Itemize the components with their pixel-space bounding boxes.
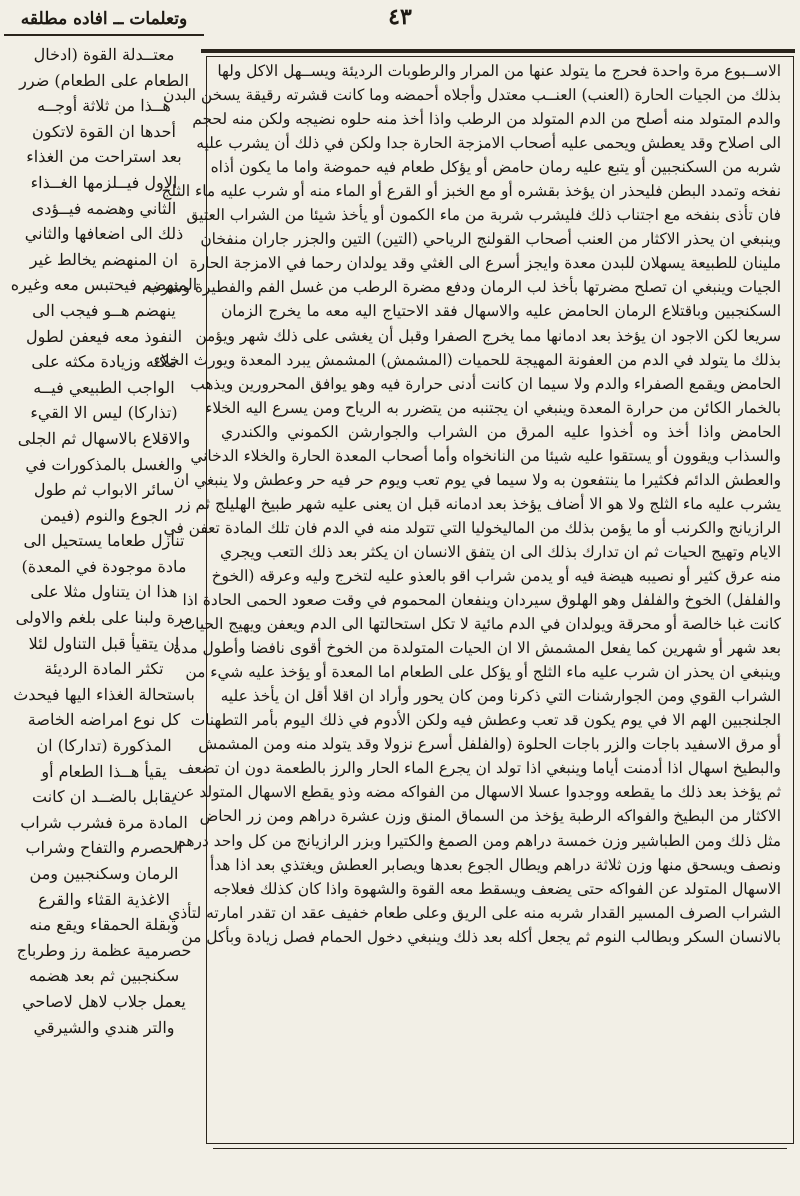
margin-text-line: (تذاركا) ليس الا القيء xyxy=(30,403,178,423)
main-text-line: شربه من السكنجبين أو يتبع عليه رمان حامض أو يؤكل طعام فيه حموضة واما ما يكون أذاه xyxy=(210,158,781,177)
main-text-line: بعد شهر أو شهرين كما يفعل المشمش الا ان الحيات المتولدة من الخوخ أقوى نافضا وأطول مدة xyxy=(173,639,781,658)
margin-text-line: النفوذ معه فيعفن لطول xyxy=(25,326,183,346)
margin-text-line: الجوع والنوم (فيمن xyxy=(40,505,168,525)
margin-text-line: باستحالة الغذاء اليها فيحدث xyxy=(13,684,195,704)
margin-text-line: الاول فيــلزمها الغــذاء xyxy=(30,172,178,192)
margin-text-line: المادة مرة فشرب شراب xyxy=(20,812,188,832)
main-text-line: سريعا لكن الاجود ان يؤخذ بعد ادمانها مما يخرج الصفرا وقبل أن يغشى على ذلك شهر ويؤمن xyxy=(195,326,781,345)
main-text-line: الحامض واذا أخذ وه أخذوا عليه المرق من الشراب والجوارشن الكموني والكندري xyxy=(221,422,781,441)
main-text-body xyxy=(146,59,781,949)
main-text-line: الجلنجبين الهم الا في يوم يكون قد تعب وعطش فيه ولكن الأدوم في ذلك اليوم بأمر التطهنات xyxy=(190,711,781,730)
main-text-line: يشرب عليه ماء الثلج ولا هو الا أضاف يؤخذ بعد ادمانه قبل ان يعنى عليه شهر طبيخ الهليلج ثم زر xyxy=(175,494,781,513)
main-text-line: بالخمار الكائن من حرارة المعدة وينبغي ان يجتنبه من يتضرر به الرياح ومن يسرع اليه الخلاء xyxy=(205,398,781,417)
margin-commentary-header: وتعلمات ــ افاده مطلقه xyxy=(4,4,204,36)
margin-text-line: ينهضم هــو فيجب الى xyxy=(32,300,176,320)
margin-text-line: حصرمية عظمة رز وطرباج xyxy=(16,940,192,960)
main-text-line: الشراب الصرف المسير القدار شربه منه على الريق وعلى طعام خفيف عقد ان تقدر امارته لتأذي xyxy=(168,903,781,922)
margin-text-line: الطعام على الطعام) ضرر xyxy=(19,70,189,90)
main-text-line: والعطش الدائم فكثيرا ما ينتفعون به ولا سيما في يوم تعب ويوم حر فيه حر وعطش ولا ينبغي ان xyxy=(173,470,781,489)
margin-text-line: هذا ان يتناول مثلا على xyxy=(30,582,178,602)
main-text-line: بذلك من الجيات الحارة (العنب) العنــب معتدل وأجلاه أحمضه وما كانت قشرته رقيقة يسخن البدن xyxy=(163,86,781,105)
main-text-line: السكنجبين وباقتلاع الرمان الحامض عليه والاسهال فقد الاحتياج اليه معه ما يخرج الزمان xyxy=(221,302,781,321)
main-text-line: والفلفل) الخوخ والفلفل وهو الهلوق سيردان وينفعان المحموم في وقت صعود الحمى الحادة اذا xyxy=(182,591,781,610)
main-text-line: منه عرق كثير أو نصيبه هيضة فيه أو يدمن شراب اقو بالعذو عليه لتخرج وليه وعرقه (الخوخ xyxy=(211,566,781,585)
main-text-line: الرازيانج والكرنب أو ما يؤمن بذلك من الماليخوليا التي تتولد منه في الدم فان تلك المادة تعفن في xyxy=(163,518,781,537)
main-text-line: فان تأذى بنفخه مع اجتناب ذلك فليشرب شربة من ماء الكمون أو يأخذ شيئا من الشراب العتيق xyxy=(186,206,781,225)
margin-text-line: الحصرم والتفاح وشراب xyxy=(25,838,183,858)
margin-text-line: المذكورة (تداركا) ان xyxy=(36,736,172,756)
margin-text-line: مكثه وزيادة مكثه على xyxy=(31,352,177,372)
margin-text-line: تنازل طعاما يستحيل الى xyxy=(23,531,185,551)
margin-text-line: مرة ولبنا على بلغم والاولى xyxy=(15,608,193,628)
margin-text-line: هــذا من ثلاثة أوجــه xyxy=(37,96,171,116)
margin-text-line: أحدها ان القوة لاتكون xyxy=(32,121,176,141)
margin-text-line: يقيأ هــذا الطعام أو xyxy=(41,761,167,781)
margin-text-line: سكنجبين ثم بعد هضمه xyxy=(28,966,180,986)
main-text-line: أو مرق الاسفيد باجات والزر باجات الحلوة (والفلفل أسرع نزولا وقد يتولد منه ومن المشمش xyxy=(198,735,781,754)
main-text-line: ونصف ويسحق منها وزن ثلاثة دراهم ويطال الجوع بعدها ويصابر العطش ويغتذي بعد اذا هدأ xyxy=(209,855,781,874)
margin-text-line: ان يتقيأ قبل التناول لئلا xyxy=(28,633,180,653)
main-text-line: الى اصلاح وقد يعطش ويحمى عليه أصحاب الامزجة الحارة جدا ولكن في ذلك أن يشرب عليه xyxy=(196,134,781,153)
margin-text-line: سائر الابواب ثم طول xyxy=(33,480,175,500)
main-text-line: والسذاب ويقوون أو يستقوا عليه شيئا من النانخواه وأما أصحاب المعدة الحارة والخلاء الدخاني xyxy=(190,446,781,465)
main-text-line: بذلك ما يتولد في الدم من العفونة المهيجة للحميات (المشمش) المشمش يبرد المعدة ويورث الخلاء xyxy=(153,350,781,369)
margin-text-line: المنهضم فيحتبس معه وغيره xyxy=(10,275,198,295)
margin-text-line: والغسل بالمذكورات في xyxy=(25,454,183,474)
main-text-line: ثم يؤخذ بعد ذلك ما يقطعه ووجدوا عسلا الاسهال من الفواكه مضه وذو يقطع الاسهال المتولد عن xyxy=(173,783,781,802)
page-number: ٤٣ xyxy=(388,4,412,30)
margin-text-line: كل نوع امراضه الخاصة xyxy=(27,710,181,730)
margin-text-line: والتر هندي والشيرقي xyxy=(33,1017,175,1037)
main-text-line: كانت غبا خالصة أو محرقة ويولدان في الدم مائية لا تكل استحالتها الى الدم ويعفن ويهيج الحيات xyxy=(180,615,781,634)
margin-text-line: بعد استراحت من الغذاء xyxy=(26,147,182,167)
margin-text-line: مادة موجودة في المعدة) xyxy=(21,556,187,576)
main-text-line: مثل ذلك ومن الطباشير وزن خمسة دراهم ومن الصمغ والكتيرا وبزر الرازيانج من كل واحد درهم xyxy=(176,831,781,850)
main-text-line: الحامض ويقمع الصفراء والدم ولا سيما ان كانت أدنى حرارة فيه وهو يوافق المحرورين ويذهب xyxy=(190,374,781,393)
main-text-line: الاســبوع مرة واحدة فحرج ما يتولد عنها من المرار والرطوبات الرديئة ويســهل الاكل ولها xyxy=(217,62,781,80)
margin-text-line: وبقلة الحمقاء ويقع منه xyxy=(29,915,179,935)
main-text-line: الاكثار من البطيخ والفواكه الرطبة يؤخذ من السماق المنق وزن عشرة دراهم ومن زر الحاض xyxy=(199,807,781,826)
margin-text-line: تكثر المادة الرديئة xyxy=(44,659,164,679)
main-text-line: والبطيخ اسهال اذا أدمنت أياما وينبغي اذا تولد ان يجرع الماء الحار والرز بالطعمة دون ان تضعف xyxy=(178,759,781,778)
main-text-line: وينبغي ان يحذر ان شرب عليه ماء الثلج أو يؤكل على الطعام اما المعدة أو يؤخذ عليه شيء من xyxy=(185,663,781,682)
main-text-line: الاسهال المتولد عن الفواكه حتى يضعف ويسقط معه القوة والشهوة واذا كان كذلك فعلاجه xyxy=(213,879,781,898)
margin-text-line: يعمل جلاب لاهل لاصاحي xyxy=(22,991,186,1011)
main-text-line: الجيات وينبغي ان تصلح مضرتها بأخذ لب الرمان ودفع مضرة الرطب من غسل الفم والفطيرة وشرب xyxy=(146,278,781,297)
main-text-frame xyxy=(146,56,794,1144)
main-text-line: بالانسان السكر وبطالب النوم ثم يجعل أكله بعد ذلك وينبغي دخول الحمام فصل زيادة وبأكل من xyxy=(181,927,781,946)
margin-text-line: الثاني وهضمه فيــؤدى xyxy=(31,198,177,218)
margin-text-line: ذلك الى اضعافها والثاني xyxy=(24,224,184,244)
margin-text-line: يقابل بالضــد ان كانت xyxy=(32,787,176,807)
main-text-line: نفخه وتمدد البطن فليحذر ان يؤخذ بقشره أو مع الخبز أو القرع أو الماء منه أو شرب عليه ماء الثلج xyxy=(161,182,781,201)
margin-text-line: الرمان وسكنجبين ومن xyxy=(29,864,179,883)
main-text-line: الشراب القوي ومن الجوارشنات التي ذكرنا ومن كان يحور وأراد ان اقلا أقل ان يأخذ عليه xyxy=(220,687,781,706)
margin-text-line: ان المنهضم يخالط غير xyxy=(29,249,179,269)
margin-text-line: معتــدلة القوة (ادخال xyxy=(33,45,175,64)
main-text-line: والدم المتولد منه أصلح من الدم المتولد من الرطب واذا أخذ منه حلوه نضيجه ولكن منه لحجم xyxy=(192,110,781,129)
main-text-line: الايام وتهيج الحيات ثم ان تدارك بذلك الى ان يتفق الانسان ان يكثر بعد ذلك التعب ويجري xyxy=(220,542,781,561)
margin-text-line: الاغذية القثاء والقرع xyxy=(38,889,170,909)
main-text-line: ملينان للطبيعة يسهلان للبدن معدة وايجز أسرع الى الغثي وقد يولدان رحما في الامزجة الحارة xyxy=(189,254,781,273)
margin-text-line: الواجب الطبيعي فيــه xyxy=(33,377,175,397)
main-text-line: وينبغي ان يحذر الاكثار من العنب أصحاب القولنج الرياحي (التين) التين والجزر جاران منفخان xyxy=(200,230,781,249)
margin-text-line: والاقلاع بالاسهال ثم الجلى xyxy=(17,428,191,448)
